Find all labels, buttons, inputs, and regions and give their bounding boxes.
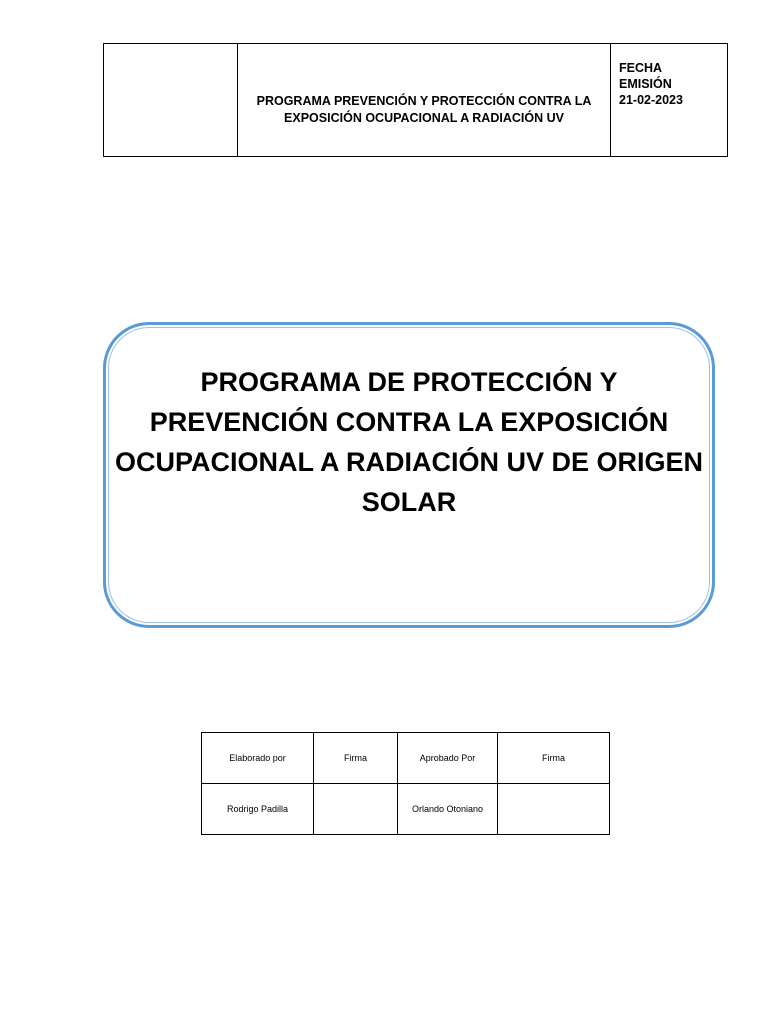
main-title-line-2: PREVENCIÓN CONTRA LA EXPOSICIÓN [149,407,669,437]
issue-date-cell [611,44,728,157]
header-title: PROGRAMA PREVENCIÓN Y PROTECCIÓN CONTRA LA EXPOSICIÓN OCUPACIONAL A RADIACIÓN UV [238,44,611,157]
prepared-by-name: Rodrigo Padilla [202,784,314,835]
main-title [106,362,712,522]
date-label-line1: FECHA [619,61,663,75]
main-title-line-1: PROGRAMA DE PROTECCIÓN Y [200,367,618,397]
date-label-line2: EMISIÓN [619,77,672,91]
main-title-box [103,322,715,628]
header-signature-1: Firma [314,733,398,784]
signature-2-cell [498,784,610,835]
main-title-line-4: SOLAR [361,487,457,517]
issue-date-value: 21-02-2023 [619,93,683,107]
header-approved-by: Aprobado Por [398,733,498,784]
logo-cell [104,44,238,157]
signature-1-cell [314,784,398,835]
header-signature-2: Firma [498,733,610,784]
header-prepared-by: Elaborado por [202,733,314,784]
signature-table [201,732,610,835]
main-title-line-3: OCUPACIONAL A RADIACIÓN UV DE ORIGEN [114,447,704,477]
document-header-table [103,43,728,157]
approved-by-name: Orlando Otoniano [398,784,498,835]
